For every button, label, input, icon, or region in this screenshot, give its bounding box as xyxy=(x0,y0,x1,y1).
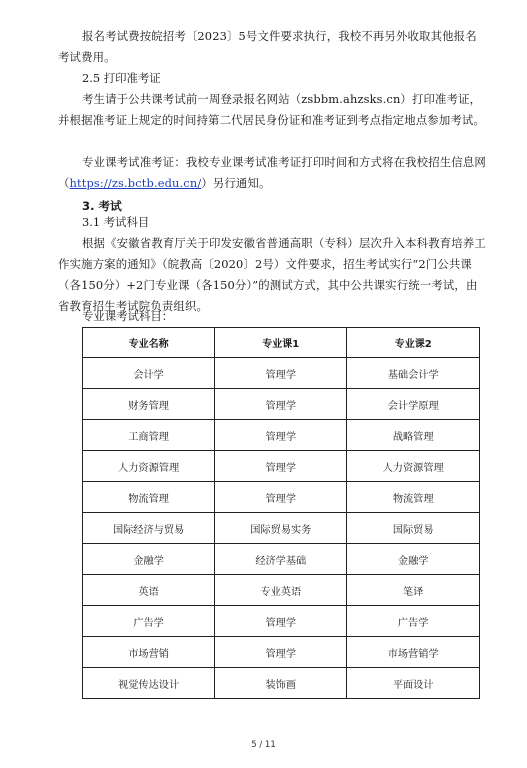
course-1-cell: 管理学 xyxy=(215,482,347,513)
course-1-cell: 装饰画 xyxy=(215,668,347,699)
header-major-name: 专业名称 xyxy=(83,328,215,358)
course-2-cell: 市场营销学 xyxy=(347,637,480,668)
section-2-5-heading: 2.5 打印准考证 xyxy=(82,71,161,85)
course-2-cell: 人力资源管理 xyxy=(347,451,480,482)
header-course-1: 专业课1 xyxy=(215,328,347,358)
course-1-cell: 管理学 xyxy=(215,389,347,420)
major-name-cell: 市场营销 xyxy=(83,637,215,668)
major-admission-paragraph xyxy=(58,152,486,194)
major-name-cell: 英语 xyxy=(83,575,215,606)
course-1-cell: 国际贸易实务 xyxy=(215,513,347,544)
course-2-cell: 广告学 xyxy=(347,606,480,637)
header-course-2: 专业课2 xyxy=(347,328,480,358)
exam-method-paragraph: 根据《安徽省教育厅关于印发安徽省普通高职（专科）层次升入本科教育培养工作实施方案的通知》（皖教高〔2020〕2号）文件要求，招生考试实行“2门公共课（各150分）+2门专业课（各150分）”的测试方式，其中公共课实行统一考试，由省教育招生考试院负责组织。 xyxy=(58,236,486,313)
major-subjects-table xyxy=(82,327,480,699)
table-row xyxy=(83,606,480,637)
course-1-cell: 管理学 xyxy=(215,358,347,389)
major-name-cell: 视觉传达设计 xyxy=(83,668,215,699)
course-1-cell: 管理学 xyxy=(215,606,347,637)
table-row xyxy=(83,637,480,668)
course-2-cell: 国际贸易 xyxy=(347,513,480,544)
major-admission-text: 专业课考试准考证：我校专业课考试准考证打印时间和方式将在我校招生信息网（ xyxy=(58,155,486,190)
table-row xyxy=(83,668,480,699)
table-row xyxy=(83,420,480,451)
major-name-cell: 物流管理 xyxy=(83,482,215,513)
major-name-cell: 工商管理 xyxy=(83,420,215,451)
course-2-cell: 金融学 xyxy=(347,544,480,575)
page-number: 5 / 11 xyxy=(251,740,276,750)
table-row xyxy=(83,389,480,420)
admissions-website-link[interactable]: https://zs.bctb.edu.cn/ xyxy=(69,176,202,190)
section-3-1-heading: 3.1 考试科目 xyxy=(82,215,150,229)
major-name-cell: 会计学 xyxy=(83,358,215,389)
course-2-cell: 笔译 xyxy=(347,575,480,606)
section-3-heading: 3. 考试 xyxy=(82,199,122,213)
table-row xyxy=(83,544,480,575)
print-admission-paragraph: 考生请于公共课考试前一周登录报名网站（zsbbm.ahzsks.cn）打印准考证，并根据准考证上规定的时间持第二代居民身份证和准考证到考点指定地点参加考试。 xyxy=(58,92,486,127)
table-row xyxy=(83,575,480,606)
major-name-cell: 财务管理 xyxy=(83,389,215,420)
table-row xyxy=(83,451,480,482)
course-1-cell: 管理学 xyxy=(215,451,347,482)
major-name-cell: 人力资源管理 xyxy=(83,451,215,482)
course-2-cell: 会计学原理 xyxy=(347,389,480,420)
course-1-cell: 专业英语 xyxy=(215,575,347,606)
course-1-cell: 经济学基础 xyxy=(215,544,347,575)
major-name-cell: 金融学 xyxy=(83,544,215,575)
course-1-cell: 管理学 xyxy=(215,420,347,451)
major-admission-suffix: ）另行通知。 xyxy=(201,176,271,190)
table-row xyxy=(83,513,480,544)
major-subjects-label: 专业课考试科目： xyxy=(82,309,174,323)
course-2-cell: 基础会计学 xyxy=(347,358,480,389)
table-header-row xyxy=(83,328,480,358)
table-row xyxy=(83,358,480,389)
major-name-cell: 广告学 xyxy=(83,606,215,637)
course-1-cell: 管理学 xyxy=(215,637,347,668)
course-2-cell: 平面设计 xyxy=(347,668,480,699)
course-2-cell: 战略管理 xyxy=(347,420,480,451)
course-2-cell: 物流管理 xyxy=(347,482,480,513)
table-row xyxy=(83,482,480,513)
exam-fee-paragraph: 报名考试费按皖招考〔2023〕5号文件要求执行，我校不再另外收取其他报名考试费用。 xyxy=(58,29,477,64)
major-name-cell: 国际经济与贸易 xyxy=(83,513,215,544)
